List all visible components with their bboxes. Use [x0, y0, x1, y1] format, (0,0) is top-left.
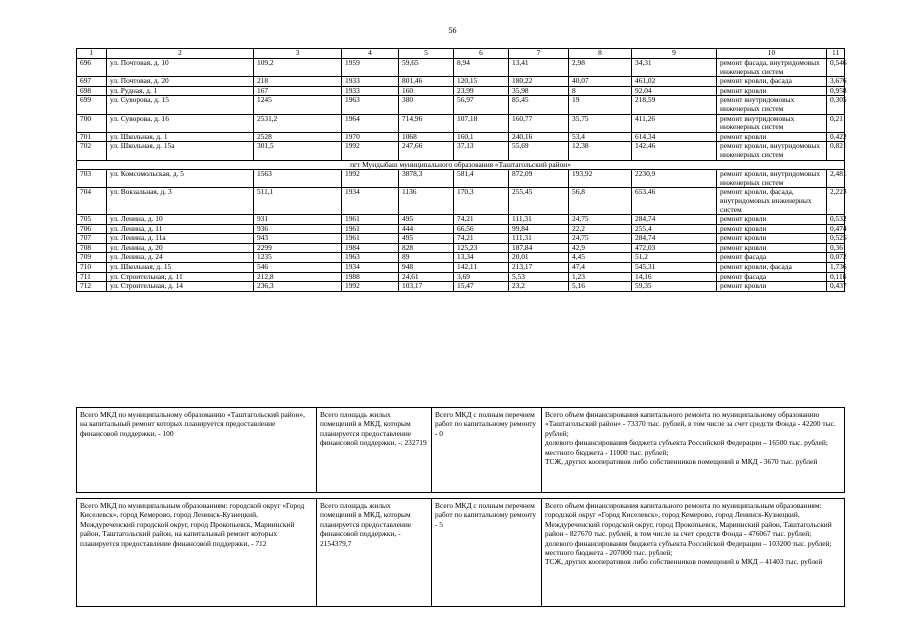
- summary-block-1: [76, 407, 845, 493]
- table-cell: 1933: [342, 77, 399, 87]
- table-cell: 931: [254, 215, 342, 225]
- table-cell: ул. Школьная, д. 15а: [107, 142, 254, 160]
- column-header: 1: [77, 49, 107, 59]
- table-cell: 704: [77, 188, 107, 215]
- table-row: [77, 282, 845, 292]
- table-cell: ул. Суворова, д. 16: [107, 114, 254, 132]
- table-cell: 19: [569, 96, 632, 114]
- table-cell: 301,5: [254, 142, 342, 160]
- table-cell: 51,2: [632, 253, 717, 263]
- table-cell: 707: [77, 234, 107, 244]
- table-cell: 703: [77, 170, 107, 188]
- table-cell: 708: [77, 243, 107, 253]
- table-cell: 5,16: [569, 282, 632, 292]
- table-cell: 1964: [342, 114, 399, 132]
- table-cell: 710: [77, 263, 107, 273]
- table-cell: 702: [77, 142, 107, 160]
- table-cell: 2,98: [569, 59, 632, 77]
- table-cell: 3,69: [454, 272, 509, 282]
- table-cell: 706: [77, 224, 107, 234]
- table-cell: 99,84: [509, 224, 569, 234]
- table-cell: 40,07: [569, 77, 632, 87]
- table-cell: 120,15: [454, 77, 509, 87]
- table-cell: 13,34: [454, 253, 509, 263]
- summary-area: Всего площадь жилых помещений в МКД, которым планируется предоставление финансовой поддержки, -: 232719: [317, 408, 432, 493]
- table-cell: 0,821: [827, 142, 845, 160]
- summary-area: Всего площадь жилых помещений в МКД, которым планируется предоставление финансовой поддержки, - 2154379,7: [317, 499, 432, 607]
- table-cell: 160,77: [509, 114, 569, 132]
- table-cell: 828: [399, 243, 454, 253]
- table-cell: ремонт кровли, внутридомовых инженерных систем: [717, 142, 827, 160]
- table-cell: 1136: [399, 188, 454, 215]
- table-cell: 0,422: [827, 132, 845, 142]
- table-cell: 24,61: [399, 272, 454, 282]
- table-cell: ремонт кровли: [717, 243, 827, 253]
- table-cell: 653,46: [632, 188, 717, 215]
- table-cell: 2,481: [827, 170, 845, 188]
- table-cell: 0,437: [827, 282, 845, 292]
- table-cell: 180,22: [509, 77, 569, 87]
- table-cell: 411,26: [632, 114, 717, 132]
- table-cell: ул. Рудная, д. 1: [107, 86, 254, 96]
- table-cell: 125,23: [454, 243, 509, 253]
- table-cell: 614,34: [632, 132, 717, 142]
- table-cell: 1961: [342, 224, 399, 234]
- table-cell: ул. Суворова, д. 15: [107, 96, 254, 114]
- table-row: [77, 263, 845, 273]
- table-cell: ремонт фасада: [717, 253, 827, 263]
- table-cell: 2299: [254, 243, 342, 253]
- table-cell: 47,4: [569, 263, 632, 273]
- table-cell: 255,45: [509, 188, 569, 215]
- table-cell: 700: [77, 114, 107, 132]
- column-header: 5: [399, 49, 454, 59]
- table-cell: 495: [399, 215, 454, 225]
- table-cell: 1,23: [569, 272, 632, 282]
- table-cell: 444: [399, 224, 454, 234]
- table-cell: 1984: [342, 243, 399, 253]
- table-cell: 218,59: [632, 96, 717, 114]
- table-cell: 943: [254, 234, 342, 244]
- table-cell: 55,69: [509, 142, 569, 160]
- table-cell: 0,958: [827, 86, 845, 96]
- table-cell: 42,9: [569, 243, 632, 253]
- table-cell: 380: [399, 96, 454, 114]
- table-cell: 1563: [254, 170, 342, 188]
- table-cell: 1992: [342, 142, 399, 160]
- table-cell: 1245: [254, 96, 342, 114]
- table-cell: 212,8: [254, 272, 342, 282]
- table-row: [77, 96, 845, 114]
- table-cell: 22,2: [569, 224, 632, 234]
- table-cell: 0,36: [827, 243, 845, 253]
- table-cell: 0,532: [827, 215, 845, 225]
- table-cell: ремонт кровли: [717, 215, 827, 225]
- table-cell: 0,305: [827, 96, 845, 114]
- column-header: 3: [254, 49, 342, 59]
- table-cell: 0,474: [827, 224, 845, 234]
- table-cell: 936: [254, 224, 342, 234]
- table-cell: 705: [77, 215, 107, 225]
- table-cell: 0,072: [827, 253, 845, 263]
- table-cell: 8: [569, 86, 632, 96]
- table-cell: ул. Ленина, д. 11: [107, 224, 254, 234]
- table-cell: 255,4: [632, 224, 717, 234]
- table-cell: ул. Ленина, д. 11а: [107, 234, 254, 244]
- table-cell: 170,3: [454, 188, 509, 215]
- table-cell: 699: [77, 96, 107, 114]
- table-cell: 697: [77, 77, 107, 87]
- column-header: 7: [509, 49, 569, 59]
- summary-mkd-count: Всего МКД по муниципальным образованиям: городской округ «Город Киселевск», город Кемерово, город Ленинск-Кузнецкий, Междуреченский городской округ, город Прокопьевск, Мариинский район, Таштагольский район, на капитальный ремонт которых планируется предоставление финансовой поддержки, - 712: [77, 499, 317, 607]
- table-cell: 948: [399, 263, 454, 273]
- table-cell: 66,56: [454, 224, 509, 234]
- table-cell: 74,21: [454, 234, 509, 244]
- table-cell: 3878,3: [399, 170, 454, 188]
- table-cell: 53,4: [569, 132, 632, 142]
- table-row: [77, 215, 845, 225]
- summary-financing: Всего объем финансирования капитального ремонта по муниципальному образованию «Таштагольский район» - 73370 тыс. рублей, в том числе за счет средств Фонда - 42200 тыс. рублей; долевого финансирования бюджета субъекта Российской Федерации – 16500 тыс. рублей; местного бюджета - 11000 тыс. рублей; ТСЖ, других кооперативов либо собственников помещений в МКД - 3670 тыс. рублей: [542, 408, 845, 493]
- table-cell: 0,21: [827, 114, 845, 132]
- table-cell: 472,03: [632, 243, 717, 253]
- table-cell: 1934: [342, 188, 399, 215]
- table-cell: 284,74: [632, 234, 717, 244]
- table-cell: 15,47: [454, 282, 509, 292]
- table-cell: ремонт фасада: [717, 272, 827, 282]
- table-cell: ул. Почтовая, д. 10: [107, 59, 254, 77]
- table-cell: 1970: [342, 132, 399, 142]
- summary-full-repair: Всего МКД с полным перечнем работ по капитальному ремонту - 0: [432, 408, 542, 493]
- table-cell: 37,13: [454, 142, 509, 160]
- table-cell: 160: [399, 86, 454, 96]
- table-cell: 85,45: [509, 96, 569, 114]
- table-cell: 109,2: [254, 59, 342, 77]
- table-cell: 1934: [342, 263, 399, 273]
- section-title: пгт Мундыбаш муниципального образования «Таштагольский район»: [77, 160, 845, 170]
- table-cell: 23,2: [509, 282, 569, 292]
- table-cell: 8,94: [454, 59, 509, 77]
- table-cell: 24,75: [569, 234, 632, 244]
- table-cell: 236,3: [254, 282, 342, 292]
- table-cell: 218: [254, 77, 342, 87]
- table-cell: 56,8: [569, 188, 632, 215]
- table-cell: 247,66: [399, 142, 454, 160]
- table-cell: 24,75: [569, 215, 632, 225]
- table-cell: 193,92: [569, 170, 632, 188]
- table-cell: 1963: [342, 253, 399, 263]
- table-cell: 89: [399, 253, 454, 263]
- table-cell: 1961: [342, 215, 399, 225]
- table-cell: 59,35: [632, 282, 717, 292]
- table-cell: 872,09: [509, 170, 569, 188]
- table-cell: 74,21: [454, 215, 509, 225]
- table-cell: 581,4: [454, 170, 509, 188]
- table-cell: 1235: [254, 253, 342, 263]
- table-cell: 1933: [342, 86, 399, 96]
- table-cell: 5,53: [509, 272, 569, 282]
- table-cell: 2230,9: [632, 170, 717, 188]
- table-row: [77, 142, 845, 160]
- table-cell: 4,45: [569, 253, 632, 263]
- column-header: 11: [827, 49, 845, 59]
- table-cell: 461,02: [632, 77, 717, 87]
- summary-financing: Всего объем финансирования капитального ремонта по муниципальным образованиям: городской округ «Город Киселевск», город Кемерово, город Ленинск-Кузнецкий, Междуреченский городской округ, город Прокопьевск, Мариинский район, Таштагольский район - 827670 тыс. рублей, в том числе за счет средств Фонда - 476067 тыс. рублей; долевого финансирования бюджета субъекта Российской Федерации – 103200 тыс. рублей; местного бюджета - 207000 тыс. рублей; ТСЖ, других кооперативов либо собственников помещений в МКД – 41403 тыс. рублей: [542, 499, 845, 607]
- table-cell: ремонт кровли, фасада: [717, 263, 827, 273]
- page-number: 56: [448, 26, 457, 35]
- table-cell: 35,98: [509, 86, 569, 96]
- table-row: [77, 59, 845, 77]
- table-cell: 545,31: [632, 263, 717, 273]
- table-cell: 546: [254, 263, 342, 273]
- summary-block-2: [76, 498, 845, 607]
- table-cell: 34,31: [632, 59, 717, 77]
- table-cell: 107,18: [454, 114, 509, 132]
- table-cell: ремонт кровли: [717, 224, 827, 234]
- table-cell: ремонт кровли, фасада: [717, 77, 827, 87]
- table-cell: ремонт кровли: [717, 282, 827, 292]
- table-row: [77, 234, 845, 244]
- table-cell: ул. Строительная, д. 11: [107, 272, 254, 282]
- table-cell: 14,16: [632, 272, 717, 282]
- table-cell: 1992: [342, 170, 399, 188]
- table-cell: 495: [399, 234, 454, 244]
- table-cell: 712: [77, 282, 107, 292]
- table-cell: ул. Школьная, д. 1: [107, 132, 254, 142]
- table-cell: 92,04: [632, 86, 717, 96]
- table-cell: 0,525: [827, 234, 845, 244]
- column-header: 2: [107, 49, 254, 59]
- table-cell: 511,1: [254, 188, 342, 215]
- table-cell: 142,46: [632, 142, 717, 160]
- table-cell: ул. Ленина, д. 24: [107, 253, 254, 263]
- table-cell: 1068: [399, 132, 454, 142]
- table-cell: ремонт кровли: [717, 132, 827, 142]
- table-cell: 160,1: [454, 132, 509, 142]
- table-cell: 3,676: [827, 77, 845, 87]
- table-cell: 142,11: [454, 263, 509, 273]
- table-cell: 698: [77, 86, 107, 96]
- table-cell: 20,01: [509, 253, 569, 263]
- table-cell: ремонт кровли: [717, 234, 827, 244]
- table-cell: 167: [254, 86, 342, 96]
- table-row: [77, 114, 845, 132]
- table-cell: 709: [77, 253, 107, 263]
- table-cell: 240,16: [509, 132, 569, 142]
- summary-mkd-count: Всего МКД по муниципальному образованию «Таштагольский район», на капитальный ремонт которых планируется предоставление финансовой поддержки, - 100: [77, 408, 317, 493]
- column-header: 9: [632, 49, 717, 59]
- table-cell: 2,223: [827, 188, 845, 215]
- table-cell: 1,736: [827, 263, 845, 273]
- column-header: 10: [717, 49, 827, 59]
- table-cell: ул. Строительная, д. 14: [107, 282, 254, 292]
- table-row: [77, 77, 845, 87]
- table-cell: 213,17: [509, 263, 569, 273]
- table-cell: 35,75: [569, 114, 632, 132]
- table-cell: ремонт внутридомовых инженерных систем: [717, 114, 827, 132]
- table-cell: ул. Вокзальная, д. 3: [107, 188, 254, 215]
- table-cell: 111,31: [509, 215, 569, 225]
- table-cell: ул. Почтовая, д. 20: [107, 77, 254, 87]
- table-cell: ремонт внутридомовых инженерных систем: [717, 96, 827, 114]
- table-cell: 714,96: [399, 114, 454, 132]
- table-cell: 284,74: [632, 215, 717, 225]
- table-cell: 23,99: [454, 86, 509, 96]
- table-cell: ул. Комсомольская, д. 5: [107, 170, 254, 188]
- table-cell: 1992: [342, 282, 399, 292]
- table-cell: 0,116: [827, 272, 845, 282]
- table-cell: 12,38: [569, 142, 632, 160]
- table-row: [77, 170, 845, 188]
- column-header: 4: [342, 49, 399, 59]
- table-cell: ремонт кровли, фасада, внутридомовых инженерных систем: [717, 188, 827, 215]
- table-cell: 111,31: [509, 234, 569, 244]
- table-cell: 701: [77, 132, 107, 142]
- table-cell: 1961: [342, 234, 399, 244]
- table-cell: 187,84: [509, 243, 569, 253]
- table-cell: ремонт кровли: [717, 86, 827, 96]
- table-cell: ул. Ленина, д. 10: [107, 215, 254, 225]
- summary-full-repair: Всего МКД с полным перечнем работ по капитальному ремонту - 5: [432, 499, 542, 607]
- table-cell: 2528: [254, 132, 342, 142]
- table-cell: 2531,2: [254, 114, 342, 132]
- table-cell: 1988: [342, 272, 399, 282]
- table-cell: 103,17: [399, 282, 454, 292]
- table-cell: ремонт фасада, внутридомовых инженерных систем: [717, 59, 827, 77]
- table-cell: 801,46: [399, 77, 454, 87]
- table-cell: 56,97: [454, 96, 509, 114]
- table-cell: 711: [77, 272, 107, 282]
- table-cell: 13,41: [509, 59, 569, 77]
- table-cell: 1963: [342, 96, 399, 114]
- table-cell: ул. Ленина, д. 20: [107, 243, 254, 253]
- table-cell: 1959: [342, 59, 399, 77]
- table-cell: 696: [77, 59, 107, 77]
- table-row: [77, 188, 845, 215]
- table-cell: ул. Школьная, д. 15: [107, 263, 254, 273]
- table-cell: 0,546: [827, 59, 845, 77]
- column-header: 8: [569, 49, 632, 59]
- repair-table: [76, 48, 845, 292]
- header-row: [77, 49, 845, 59]
- column-header: 6: [454, 49, 509, 59]
- table-cell: 59,65: [399, 59, 454, 77]
- table-cell: ремонт кровли, внутридомовых инженерных систем: [717, 170, 827, 188]
